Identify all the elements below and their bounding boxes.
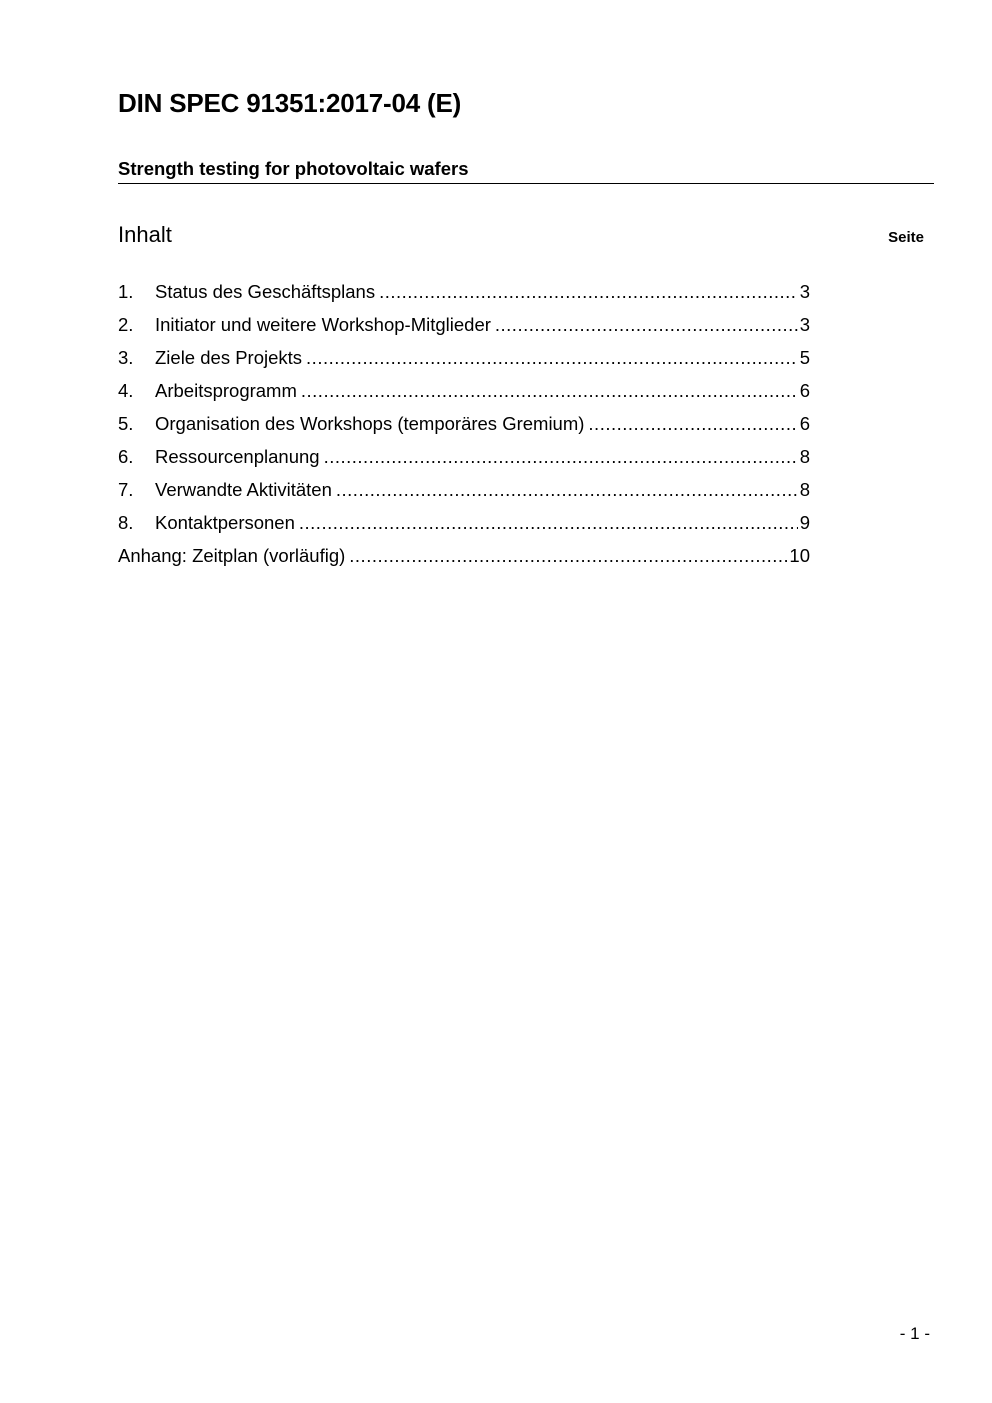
- toc-entry-title: Verwandte Aktivitäten: [155, 479, 332, 500]
- toc-entry-title: Status des Geschäftsplans: [155, 281, 376, 302]
- toc-entry-title: Initiator und weitere Workshop-Mitglieder: [155, 314, 491, 335]
- toc-dot-leader: [375, 275, 798, 308]
- toc-entry-number: 4.: [118, 380, 134, 401]
- toc-entry-status[interactable]: [118, 275, 810, 308]
- toc-entry-page: 9: [799, 512, 810, 533]
- toc-entry-anhang[interactable]: [118, 539, 810, 572]
- toc-entry-number: 2.: [118, 314, 134, 335]
- toc-entry-page: 5: [799, 347, 810, 368]
- toc-entry-ziele[interactable]: [118, 341, 810, 374]
- toc-dot-leader: [584, 407, 797, 440]
- toc-entry-title: Ziele des Projekts: [155, 347, 303, 368]
- toc-entry-page: 6: [799, 413, 810, 434]
- toc-dot-leader: [491, 308, 798, 341]
- toc-entry-page: 3: [799, 314, 810, 335]
- toc-entry-aktivitaeten[interactable]: [118, 473, 810, 506]
- toc-entry-number: 7.: [118, 479, 134, 500]
- toc-dot-leader: [320, 440, 798, 473]
- document-title: DIN SPEC 91351:2017-04 (E): [118, 88, 462, 118]
- toc-dot-leader: [302, 341, 798, 374]
- toc-entry-number: 8.: [118, 512, 134, 533]
- subtitle-divider: [118, 183, 934, 184]
- toc-entry-page: 3: [799, 281, 810, 302]
- toc-dot-leader: [295, 506, 798, 539]
- toc-entry-title: Organisation des Workshops (temporäres Gremium): [155, 413, 585, 434]
- toc-entry-page: 8: [799, 479, 810, 500]
- toc-entry-organisation[interactable]: [118, 407, 810, 440]
- table-of-contents: [118, 275, 810, 572]
- toc-dot-leader: [345, 539, 787, 572]
- page-number: - 1 -: [899, 1324, 930, 1343]
- toc-entry-initiator[interactable]: [118, 308, 810, 341]
- document-subtitle: Strength testing for photovoltaic wafers: [118, 158, 469, 179]
- toc-entry-arbeitsprogramm[interactable]: [118, 374, 810, 407]
- toc-entry-title: Ressourcenplanung: [155, 446, 320, 467]
- toc-entry-title: Arbeitsprogramm: [155, 380, 297, 401]
- toc-entry-page: 8: [799, 446, 810, 467]
- toc-entry-number: 1.: [118, 281, 134, 302]
- toc-entry-page: 10: [789, 545, 810, 566]
- toc-heading: Inhalt: [118, 222, 172, 247]
- toc-entry-kontaktpersonen[interactable]: [118, 506, 810, 539]
- toc-entry-ressourcenplanung[interactable]: [118, 440, 810, 473]
- toc-entry-title: Anhang: Zeitplan (vorläufig): [118, 545, 346, 566]
- toc-dot-leader: [297, 374, 798, 407]
- toc-entry-number: 5.: [118, 413, 134, 434]
- toc-entry-title: Kontaktpersonen: [155, 512, 295, 533]
- toc-dot-leader: [332, 473, 798, 506]
- toc-entry-number: 6.: [118, 446, 134, 467]
- toc-page-column-label: Seite: [888, 229, 924, 246]
- toc-entry-page: 6: [799, 380, 810, 401]
- toc-entry-number: 3.: [118, 347, 134, 368]
